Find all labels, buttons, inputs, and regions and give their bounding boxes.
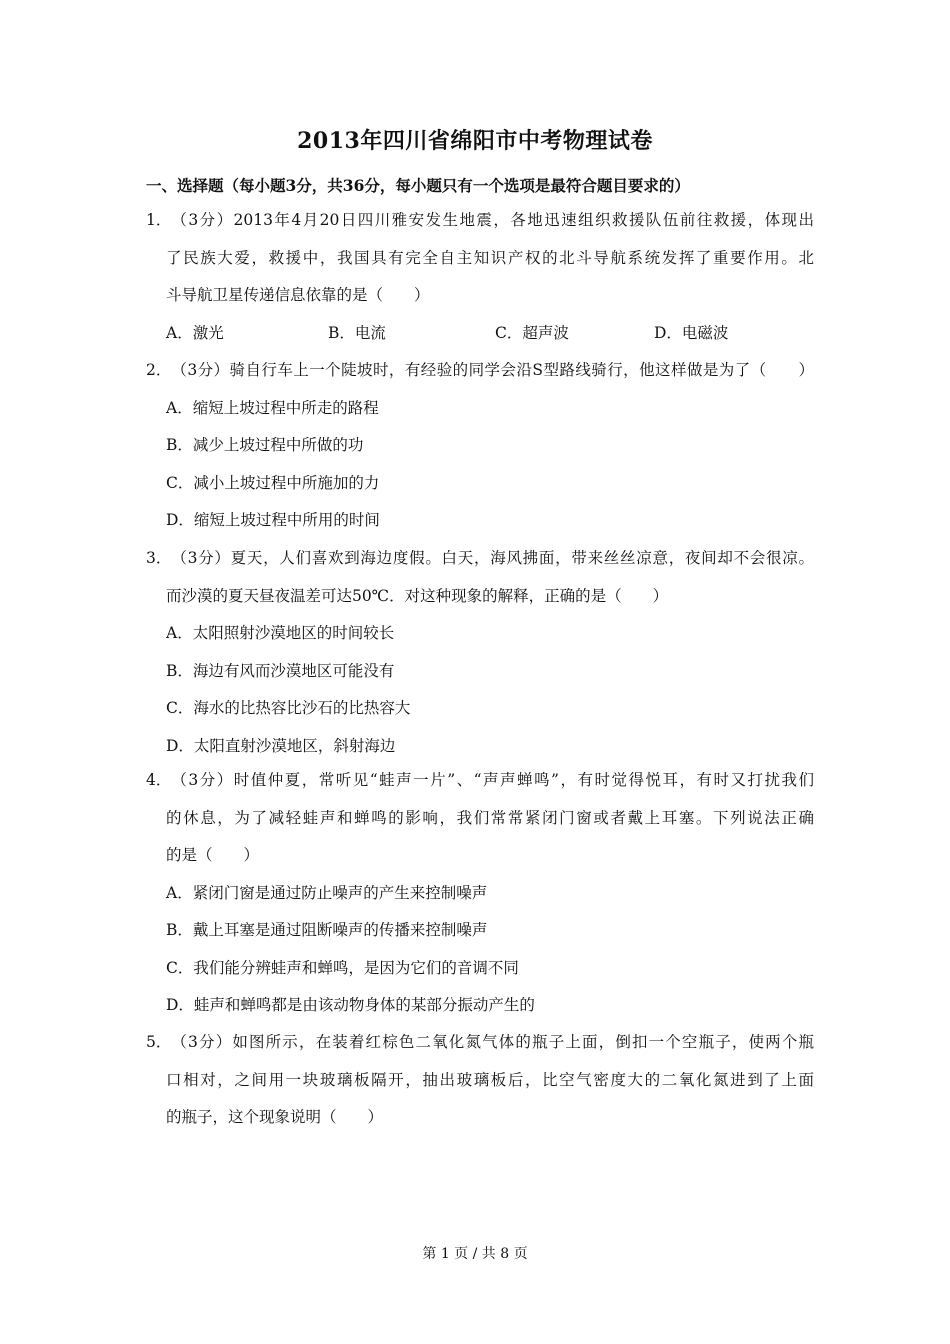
option-a: A．太阳照射沙漠地区的时间较长 [166, 624, 395, 642]
question-text-line: 口相对，之间用一块玻璃板隔开，抽出玻璃板后，比空气密度大的二氧化氮进到了上面 [166, 1070, 814, 1089]
page-footer: 第 1 页 / 共 8 页 [422, 1246, 528, 1262]
question-2 [146, 352, 814, 540]
question-1 [146, 202, 814, 352]
option-a: A．激光 [166, 323, 224, 342]
option-c: C．减小上坡过程中所施加的力 [166, 473, 380, 492]
option-d: D．太阳直射沙漠地区，斜射海边 [166, 736, 396, 755]
question-number: 4． [146, 771, 172, 789]
option-b: B．减少上坡过程中所做的功 [166, 436, 364, 454]
option-c: C．超声波 [495, 323, 569, 342]
page-title: 2013年四川省绵阳市中考物理试卷 [297, 128, 653, 154]
question-number: 3． [146, 549, 172, 567]
option-a: A．缩短上坡过程中所走的路程 [166, 398, 379, 417]
question-text-line: （3分）如图所示，在装着红棕色二氧化氮气体的瓶子上面，倒扣一个空瓶子，使两个瓶 [171, 1033, 814, 1051]
options-row [146, 315, 814, 353]
question-5 [146, 1024, 814, 1137]
option-d: D．缩短上坡过程中所用的时间 [166, 511, 380, 529]
option-d: D．电磁波 [654, 323, 729, 342]
question-text-line: （3分）2013年4月20日四川雅安发生地震，各地迅速组织救援队伍前往救援，体现出 [171, 211, 814, 229]
question-text-line: （3分）时值仲夏，常听见“蛙声一片”、“声声蝉鸣”，有时觉得悦耳，有时又打扰我们 [171, 771, 814, 789]
option-d: D．蛙声和蝉鸣都是由该动物身体的某部分振动产生的 [166, 996, 535, 1014]
option-b: B．戴上耳塞是通过阻断噪声的传播来控制噪声 [166, 921, 488, 939]
question-text-line: 的瓶子，这个现象说明（ ） [166, 1108, 384, 1126]
option-b: B．电流 [328, 323, 386, 342]
question-number: 1． [146, 211, 172, 229]
question-text-line: 了民族大爱，救援中，我国具有完全自主知识产权的北斗导航系统发挥了重要作用。北 [166, 248, 814, 267]
section-heading: 一、选择题（每小题3分，共36分，每小题只有一个选项是最符合题目要求的） [146, 176, 690, 195]
question-4 [146, 762, 814, 1025]
question-text-line: （3分）骑自行车上一个陡坡时，有经验的同学会沿S型路线骑行，他这样做是为了（ ） [171, 361, 814, 379]
question-text-line: 的休息，为了减轻蛙声和蝉鸣的影响，我们常常紧闭门窗或者戴上耳塞。下列说法正确 [166, 808, 814, 827]
option-b: B．海边有风而沙漠地区可能没有 [166, 661, 395, 680]
question-3 [146, 540, 814, 765]
question-number: 2． [146, 361, 172, 379]
question-text-line: 而沙漠的夏天昼夜温差可达50℃．对这种现象的解释，正确的是（ ） [166, 586, 669, 605]
question-text-line: 斗导航卫星传递信息依靠的是（ ） [166, 286, 430, 304]
option-c: C．海水的比热容比沙石的比热容大 [166, 699, 411, 717]
option-c: C．我们能分辨蛙声和蝉鸣，是因为它们的音调不同 [166, 958, 519, 977]
question-text-line: （3分）夏天，人们喜欢到海边度假。白天，海风拂面，带来丝丝凉意，夜间却不会很凉。 [171, 549, 814, 567]
question-text-line: 的是（ ） [166, 846, 260, 864]
option-a: A．紧闭门窗是通过防止噪声的产生来控制噪声 [166, 883, 488, 902]
question-number: 5． [146, 1033, 172, 1051]
